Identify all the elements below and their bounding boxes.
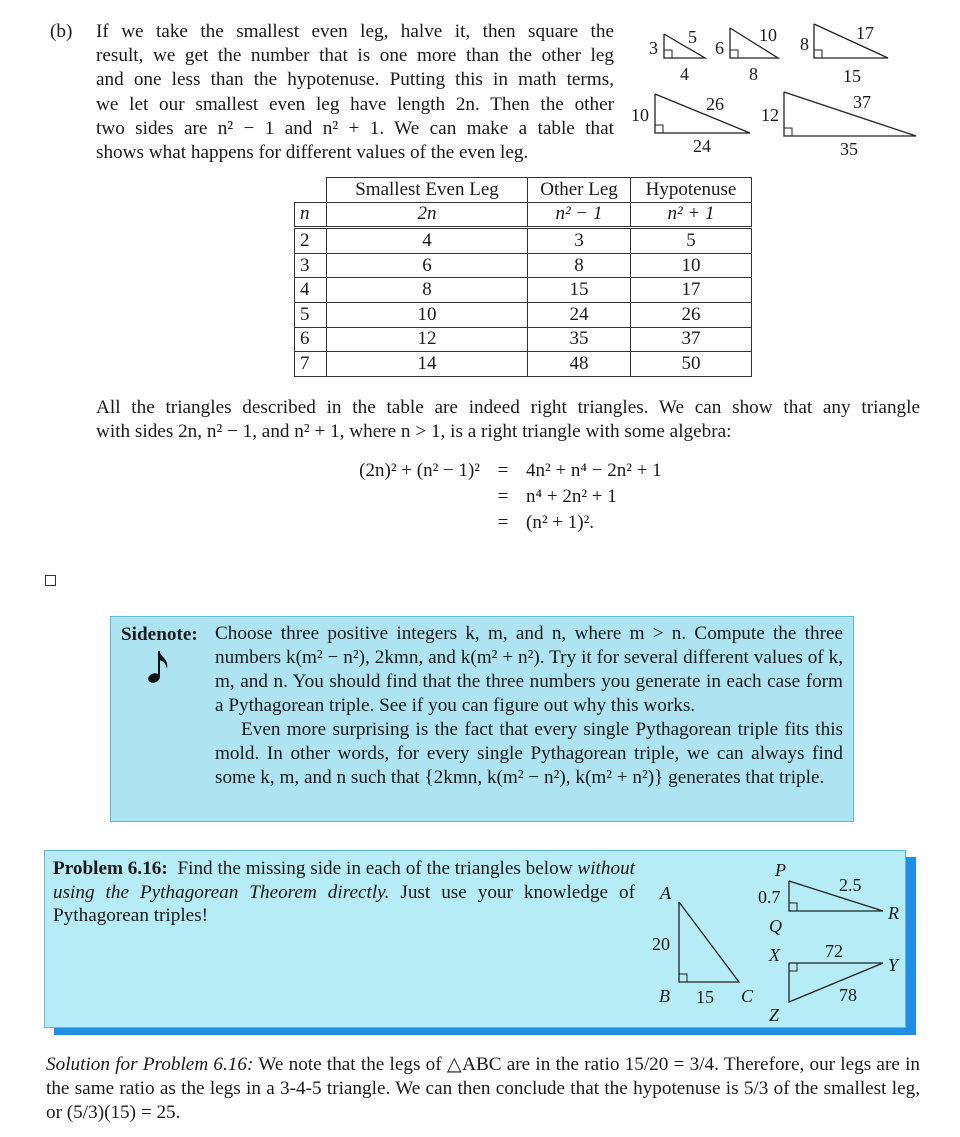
part-b-line: and one less than the hypotenuse. Putting this in math terms, bbox=[96, 69, 614, 91]
table-formula-row bbox=[295, 202, 752, 228]
sidenote-paragraph: Choose three positive integers k, m, and n, where m > n. Compute the three numbers k(m² − n²), 2kmn, and k(m² + n²). Try it for several different values of k, m, and n. You should find that the three numbers you generate in each case form a Pythagorean triple. See if you can figure out why this works. bbox=[215, 623, 843, 716]
triangle-6-8-10 bbox=[715, 25, 778, 84]
hypotenuse-label: 10 bbox=[759, 25, 777, 45]
equation-row bbox=[330, 458, 662, 484]
leg-label: 24 bbox=[693, 136, 711, 156]
table-cell: 5 bbox=[631, 228, 752, 254]
table-cell: 2 bbox=[295, 228, 327, 254]
table-cell: 26 bbox=[631, 302, 752, 327]
equation-lhs bbox=[330, 484, 480, 510]
equation-lhs: (2n)² + (n² − 1)² bbox=[359, 460, 480, 481]
table-row bbox=[295, 253, 752, 278]
leg-label: 4 bbox=[680, 64, 689, 84]
problem-text-italic: without using the Pythagorean Theorem directly. bbox=[53, 858, 635, 903]
table-cell: 8 bbox=[528, 253, 631, 278]
table-cell: 5 bbox=[295, 302, 327, 327]
part-b-label: (b) bbox=[50, 21, 73, 42]
vertex-label: Q bbox=[769, 916, 782, 936]
vertex-label: B bbox=[659, 986, 670, 1006]
triangle-10-24-26 bbox=[631, 94, 750, 156]
table-cell: 6 bbox=[295, 327, 327, 352]
part-b-line: shows what happens for different values of the even leg. bbox=[96, 142, 529, 164]
leg-label: 15 bbox=[843, 66, 861, 86]
table-header-cell: Hypotenuse bbox=[631, 178, 752, 203]
side-label: 15 bbox=[696, 987, 714, 1007]
problem-triangles-figure bbox=[645, 851, 907, 1029]
triangle-pqr bbox=[758, 860, 899, 936]
table-header-row bbox=[295, 178, 752, 203]
problem-text-part: Just use your knowledge of Pythagorean triples! bbox=[53, 881, 636, 926]
leg-label: 6 bbox=[715, 38, 724, 58]
algebra-intro-line: with sides 2n, n² − 1, and n² + 1, where n > 1, is a right triangle with some algebra: bbox=[96, 421, 732, 443]
table-cell: 6 bbox=[327, 253, 528, 278]
table-cell: 35 bbox=[528, 327, 631, 352]
table-formula-cell: n² + 1 bbox=[631, 202, 752, 228]
vertex-label: A bbox=[660, 883, 671, 903]
qed-square-icon bbox=[45, 575, 56, 586]
side-label: 0.7 bbox=[758, 887, 781, 907]
sidenote-text bbox=[215, 622, 843, 790]
part-b-paragraph bbox=[96, 20, 614, 165]
table-row bbox=[295, 352, 752, 377]
vertex-label: Z bbox=[769, 1005, 780, 1025]
part-b-line: two sides are n² − 1 and n² + 1. We can make a table that bbox=[96, 117, 614, 139]
equation-rhs: (n² + 1)². bbox=[526, 512, 595, 533]
hypotenuse-label: 26 bbox=[706, 94, 724, 114]
triangle-3-4-5 bbox=[649, 27, 705, 84]
problem-statement bbox=[53, 857, 635, 928]
music-note-icon bbox=[147, 649, 171, 685]
sidenote-box bbox=[110, 616, 854, 822]
table-cell: 17 bbox=[631, 278, 752, 303]
algebra-intro bbox=[96, 396, 920, 444]
table-cell: 3 bbox=[295, 253, 327, 278]
leg-label: 3 bbox=[649, 38, 658, 58]
table-cell: 48 bbox=[528, 352, 631, 377]
table-formula-cell: 2n bbox=[327, 202, 528, 228]
solution-body: We note that the legs of △ABC are in the ratio 15/20 = 3/4. Therefore, our legs are in the same ratio as the legs in a 3-4-5 triangle. We can then conclude that the hypotenuse is 5/3 of the smallest leg, or (5/3)(15) = 25. bbox=[46, 1054, 921, 1124]
algebra-intro-line: All the triangles described in the table are indeed right triangles. We can show that any triangle bbox=[96, 397, 920, 418]
solution-label: Solution for Problem 6.16: bbox=[46, 1054, 254, 1075]
table-cell: 14 bbox=[327, 352, 528, 377]
sidenote-label: Sidenote: bbox=[121, 624, 198, 645]
side-label: 20 bbox=[652, 934, 670, 954]
table-cell: 7 bbox=[295, 352, 327, 377]
table-cell: 37 bbox=[631, 327, 752, 352]
equation-rhs: 4n² + n⁴ − 2n² + 1 bbox=[526, 460, 662, 481]
table-formula-cell: n² − 1 bbox=[528, 202, 631, 228]
table-header-cell bbox=[295, 178, 327, 203]
problem-box bbox=[44, 850, 906, 1028]
triangle-abc bbox=[652, 883, 754, 1007]
leg-label: 8 bbox=[749, 64, 758, 84]
side-label: 78 bbox=[839, 985, 857, 1005]
table-cell: 8 bbox=[327, 278, 528, 303]
hypotenuse-label: 37 bbox=[853, 92, 871, 112]
table-row bbox=[295, 302, 752, 327]
table-cell: 50 bbox=[631, 352, 752, 377]
equals-sign: = bbox=[497, 460, 509, 481]
leg-label: 8 bbox=[800, 34, 809, 54]
hypotenuse-label: 5 bbox=[688, 27, 697, 47]
table-cell: 15 bbox=[528, 278, 631, 303]
table-cell: 4 bbox=[327, 228, 528, 254]
side-label: 72 bbox=[825, 941, 843, 961]
table-cell: 10 bbox=[631, 253, 752, 278]
table-row bbox=[295, 327, 752, 352]
triangle-xyz bbox=[768, 941, 900, 1025]
table-cell: 3 bbox=[528, 228, 631, 254]
equals-sign: = bbox=[497, 486, 509, 507]
solution-paragraph bbox=[46, 1053, 920, 1126]
side-label: 2.5 bbox=[839, 875, 862, 895]
problem-text-part: Find the missing side in each of the triangles below bbox=[177, 858, 573, 879]
problem-label: Problem 6.16: bbox=[53, 858, 168, 879]
part-b-line: we let our smallest even leg have length 2n. Then the other bbox=[96, 93, 614, 115]
table-cell: 10 bbox=[327, 302, 528, 327]
equals-sign: = bbox=[497, 512, 509, 533]
part-b-line: result, we get the number that is one more than the other leg bbox=[96, 45, 614, 67]
table-cell: 12 bbox=[327, 327, 528, 352]
table-cell: 4 bbox=[295, 278, 327, 303]
leg-label: 35 bbox=[840, 139, 858, 159]
equation-lhs bbox=[330, 510, 480, 536]
table-formula-cell: n bbox=[295, 202, 327, 228]
table-row bbox=[295, 228, 752, 254]
equation-row bbox=[330, 484, 662, 510]
vertex-label: Y bbox=[888, 955, 899, 975]
part-b-line: If we take the smallest even leg, halve it, then square the bbox=[96, 21, 614, 42]
hypotenuse-label: 17 bbox=[856, 23, 874, 43]
table-row bbox=[295, 278, 752, 303]
solution-text bbox=[46, 1053, 920, 1126]
pythagorean-triangles-figure bbox=[628, 16, 928, 166]
vertex-label: X bbox=[769, 945, 780, 965]
table-cell: 24 bbox=[528, 302, 631, 327]
leg-label: 12 bbox=[761, 105, 779, 125]
table-header-cell: Other Leg bbox=[528, 178, 631, 203]
sidenote-paragraph: Even more surprising is the fact that every single Pythagorean triple fits this mold. In other words, for every single Pythagorean triple, we can always find some k, m, and n such that {2kmn, k(m² − n²), k(m² + n²)} generates that triple. bbox=[215, 719, 843, 788]
equation-row bbox=[330, 510, 662, 536]
equation-rhs: n⁴ + 2n² + 1 bbox=[526, 486, 617, 507]
triangle-8-15-17 bbox=[800, 23, 888, 86]
triangle-12-35-37 bbox=[761, 92, 916, 159]
vertex-label: P bbox=[775, 860, 786, 880]
table-header-cell: Smallest Even Leg bbox=[327, 178, 528, 203]
leg-label: 10 bbox=[631, 105, 649, 125]
vertex-label: R bbox=[888, 903, 899, 923]
equation-block bbox=[330, 458, 662, 536]
vertex-label: C bbox=[741, 986, 754, 1006]
pythagorean-triple-table bbox=[294, 177, 752, 377]
